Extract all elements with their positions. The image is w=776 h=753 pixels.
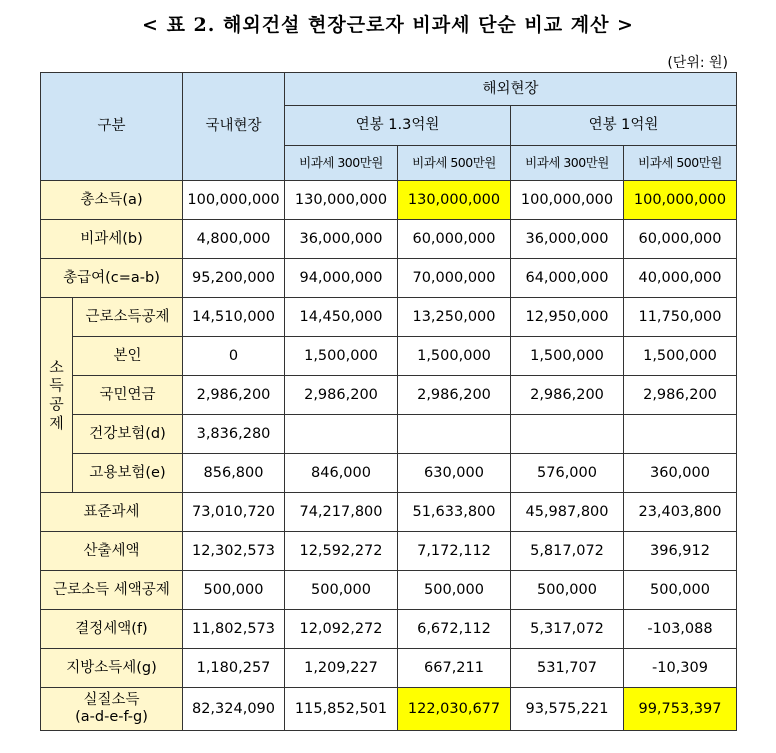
table-cell: 64,000,000 xyxy=(511,259,624,298)
table-cell: 51,633,800 xyxy=(398,493,511,532)
table-cell: 12,092,272 xyxy=(285,610,398,649)
table-cell: 1,209,227 xyxy=(285,649,398,688)
table-cell xyxy=(398,415,511,454)
table-row xyxy=(41,688,737,731)
table-title: < 표 2. 해외건설 현장근로자 비과세 단순 비교 계산 > xyxy=(142,14,634,36)
table-row xyxy=(41,298,737,337)
table-cell: 11,750,000 xyxy=(624,298,737,337)
table-cell: 667,211 xyxy=(398,649,511,688)
table-cell: 7,172,112 xyxy=(398,532,511,571)
table-cell: 6,672,112 xyxy=(398,610,511,649)
header-overseas: 해외현장 xyxy=(285,73,737,106)
header-domestic: 국내현장 xyxy=(183,73,285,181)
row-label: 표준과세 xyxy=(41,493,183,532)
table-cell: 576,000 xyxy=(511,454,624,493)
table-cell: 1,500,000 xyxy=(624,337,737,376)
table-cell: 23,403,800 xyxy=(624,493,737,532)
header-salary-1: 연봉 1억원 xyxy=(511,106,737,146)
table-cell: 1,500,000 xyxy=(398,337,511,376)
table-cell: 13,250,000 xyxy=(398,298,511,337)
table-cell: 360,000 xyxy=(624,454,737,493)
table-cell: 130,000,000 xyxy=(285,181,398,220)
table-cell: 11,802,573 xyxy=(183,610,285,649)
deduction-group-label xyxy=(41,298,73,493)
table-cell: 115,852,501 xyxy=(285,688,398,731)
table-cell: 5,317,072 xyxy=(511,610,624,649)
table-cell xyxy=(285,415,398,454)
table-cell: 500,000 xyxy=(285,571,398,610)
table-cell: 0 xyxy=(183,337,285,376)
table-cell: 856,800 xyxy=(183,454,285,493)
table-cell: 93,575,221 xyxy=(511,688,624,731)
row-label: 총소득(a) xyxy=(41,181,183,220)
table-cell: 500,000 xyxy=(624,571,737,610)
table-cell: 40,000,000 xyxy=(624,259,737,298)
table-row xyxy=(41,454,737,493)
row-label: 국민연금 xyxy=(73,376,183,415)
table-row xyxy=(41,610,737,649)
table-row xyxy=(41,259,737,298)
table-cell: 12,302,573 xyxy=(183,532,285,571)
table-row xyxy=(41,220,737,259)
row-label: 결정세액(f) xyxy=(41,610,183,649)
table-cell: 36,000,000 xyxy=(285,220,398,259)
row-label: 고용보험(e) xyxy=(73,454,183,493)
table-row xyxy=(41,532,737,571)
table-cell: -103,088 xyxy=(624,610,737,649)
table-cell: 500,000 xyxy=(511,571,624,610)
table-cell: -10,309 xyxy=(624,649,737,688)
comparison-table xyxy=(40,72,737,731)
table-cell-highlighted: 130,000,000 xyxy=(398,181,511,220)
table-cell-highlighted: 99,753,397 xyxy=(624,688,737,731)
unit-note: (단위: 원) xyxy=(667,55,728,71)
table-cell: 2,986,200 xyxy=(285,376,398,415)
table-cell: 12,592,272 xyxy=(285,532,398,571)
table-cell: 14,450,000 xyxy=(285,298,398,337)
row-label: 비과세(b) xyxy=(41,220,183,259)
table-cell: 73,010,720 xyxy=(183,493,285,532)
table-cell: 74,217,800 xyxy=(285,493,398,532)
table-cell: 500,000 xyxy=(398,571,511,610)
table-cell: 3,836,280 xyxy=(183,415,285,454)
table-row xyxy=(41,376,737,415)
table-cell xyxy=(624,415,737,454)
table-cell: 60,000,000 xyxy=(398,220,511,259)
row-label: 총급여(c=a-b) xyxy=(41,259,183,298)
table-cell: 82,324,090 xyxy=(183,688,285,731)
table-cell xyxy=(511,415,624,454)
table-row xyxy=(41,337,737,376)
table-cell: 12,950,000 xyxy=(511,298,624,337)
table-cell: 1,180,257 xyxy=(183,649,285,688)
table-cell: 14,510,000 xyxy=(183,298,285,337)
table-cell: 1,500,000 xyxy=(511,337,624,376)
table-cell: 2,986,200 xyxy=(511,376,624,415)
table-cell: 2,986,200 xyxy=(624,376,737,415)
row-label: 본인 xyxy=(73,337,183,376)
table-row xyxy=(41,571,737,610)
table-cell: 60,000,000 xyxy=(624,220,737,259)
header-sub-300-a: 비과세 300만원 xyxy=(285,146,398,181)
table-cell: 2,986,200 xyxy=(183,376,285,415)
header-category: 구분 xyxy=(41,73,183,181)
table-cell: 5,817,072 xyxy=(511,532,624,571)
table-cell: 4,800,000 xyxy=(183,220,285,259)
table-cell: 70,000,000 xyxy=(398,259,511,298)
row-label: 근로소득공제 xyxy=(73,298,183,337)
table-cell: 36,000,000 xyxy=(511,220,624,259)
table-cell: 94,000,000 xyxy=(285,259,398,298)
header-sub-500-b: 비과세 500만원 xyxy=(624,146,737,181)
header-salary-1-3: 연봉 1.3억원 xyxy=(285,106,511,146)
table-row xyxy=(41,493,737,532)
table-cell: 100,000,000 xyxy=(511,181,624,220)
table-cell: 630,000 xyxy=(398,454,511,493)
table-cell-highlighted: 100,000,000 xyxy=(624,181,737,220)
table-cell: 45,987,800 xyxy=(511,493,624,532)
table-cell: 100,000,000 xyxy=(183,181,285,220)
row-label: 실질소득 (a-d-e-f-g) xyxy=(41,688,183,731)
table-row xyxy=(41,415,737,454)
table-cell-highlighted: 122,030,677 xyxy=(398,688,511,731)
table-cell: 500,000 xyxy=(183,571,285,610)
row-label: 지방소득세(g) xyxy=(41,649,183,688)
table-cell: 846,000 xyxy=(285,454,398,493)
table-cell: 1,500,000 xyxy=(285,337,398,376)
table-cell: 95,200,000 xyxy=(183,259,285,298)
deduction-group-text: 소득공제 xyxy=(49,357,64,432)
table-cell: 396,912 xyxy=(624,532,737,571)
row-label: 근로소득 세액공제 xyxy=(41,571,183,610)
row-label: 건강보험(d) xyxy=(73,415,183,454)
table-cell: 531,707 xyxy=(511,649,624,688)
table-row xyxy=(41,181,737,220)
table-cell: 2,986,200 xyxy=(398,376,511,415)
header-sub-500-a: 비과세 500만원 xyxy=(398,146,511,181)
header-sub-300-b: 비과세 300만원 xyxy=(511,146,624,181)
row-label: 산출세액 xyxy=(41,532,183,571)
table-row xyxy=(41,649,737,688)
